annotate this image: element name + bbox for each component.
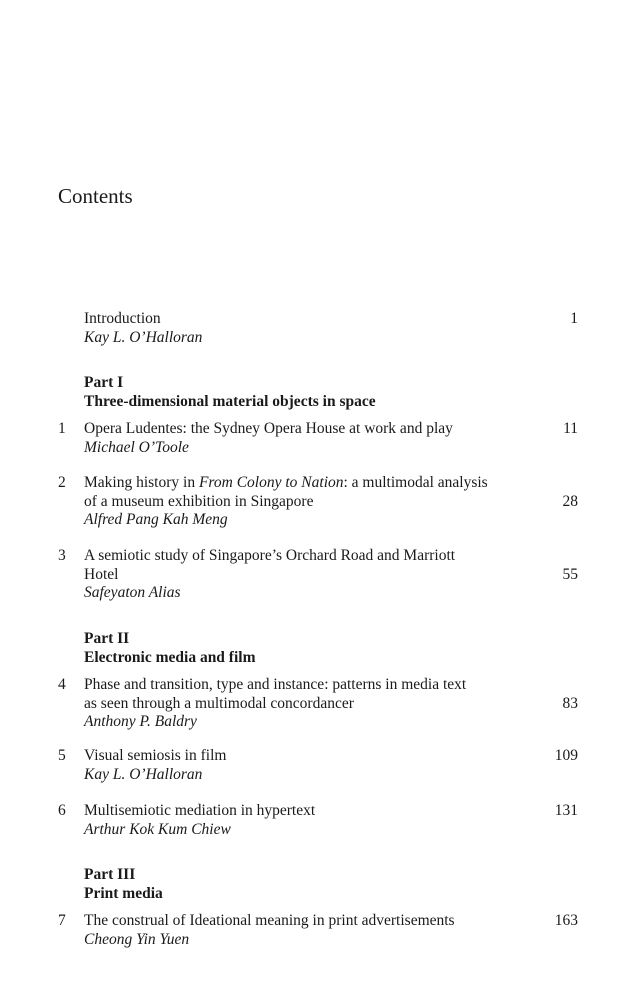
part-label: Part II <box>84 630 130 647</box>
entry-body <box>84 912 524 949</box>
part-title: Print media <box>84 885 163 902</box>
entry-body <box>84 547 524 603</box>
entry-author: Kay L. O’Halloran <box>84 765 203 783</box>
part-title: Three-dimensional material objects in space <box>84 393 376 410</box>
part-heading-1 <box>84 373 376 411</box>
part-title: Electronic media and film <box>84 649 256 666</box>
entry-title-part: Making history in <box>84 474 199 491</box>
entry-title <box>84 474 524 493</box>
entry-author: Anthony P. Baldry <box>84 713 197 730</box>
part-label: Part III <box>84 866 136 883</box>
entry-body <box>84 310 524 347</box>
entry-title-continued: Hotel <box>84 565 119 583</box>
chapter-number: 7 <box>58 912 66 929</box>
chapter-number: 5 <box>58 747 66 764</box>
entry-title: Phase and transition, type and instance: patterns in media text <box>84 676 467 693</box>
entry-author: Michael O’Toole <box>84 438 189 456</box>
entry-page-number: 55 <box>562 565 578 583</box>
entry-body <box>84 474 524 530</box>
part-heading-2 <box>84 629 256 667</box>
entry-page-number: 28 <box>562 492 578 510</box>
entry-author: Arthur Kok Kum Chiew <box>84 820 231 838</box>
entry-page-number: 83 <box>562 694 578 712</box>
entry-title: Introduction <box>84 310 161 327</box>
entry-author: Safeyaton Alias <box>84 584 181 601</box>
part-label: Part I <box>84 374 124 391</box>
chapter-number: 1 <box>58 420 66 437</box>
entry-page-number: 11 <box>563 420 578 437</box>
entry-body <box>84 802 524 839</box>
entry-title-part: : a multimodal analysis <box>343 474 488 491</box>
entry-title: The construal of Ideational meaning in print advertisements <box>84 912 455 929</box>
entry-author: Kay L. O’Halloran <box>84 328 203 346</box>
entry-page-number: 109 <box>554 747 578 764</box>
entry-title: Opera Ludentes: the Sydney Opera House at work and play <box>84 420 453 437</box>
entry-body <box>84 747 524 784</box>
part-heading-3 <box>84 865 163 903</box>
chapter-number: 4 <box>58 676 66 693</box>
entry-title: A semiotic study of Singapore’s Orchard Road and Marriott <box>84 547 456 564</box>
entry-author: Cheong Yin Yuen <box>84 930 190 948</box>
entry-body <box>84 676 524 732</box>
entry-title: Multisemiotic mediation in hypertext <box>84 802 316 819</box>
entry-title-continued: as seen through a multimodal concordancer <box>84 694 354 712</box>
page-title: Contents <box>58 184 133 208</box>
chapter-number: 6 <box>58 802 66 819</box>
entry-page-number: 131 <box>554 802 578 819</box>
entry-title: Visual semiosis in film <box>84 747 227 764</box>
entry-page-number: 1 <box>570 310 578 327</box>
entry-body <box>84 420 524 457</box>
entry-page-number: 163 <box>554 912 578 929</box>
entry-title-continued: of a museum exhibition in Singapore <box>84 492 314 510</box>
chapter-number: 3 <box>58 547 66 564</box>
entry-author: Alfred Pang Kah Meng <box>84 511 228 528</box>
chapter-number: 2 <box>58 474 66 491</box>
entry-title-italic: From Colony to Nation <box>198 474 344 491</box>
